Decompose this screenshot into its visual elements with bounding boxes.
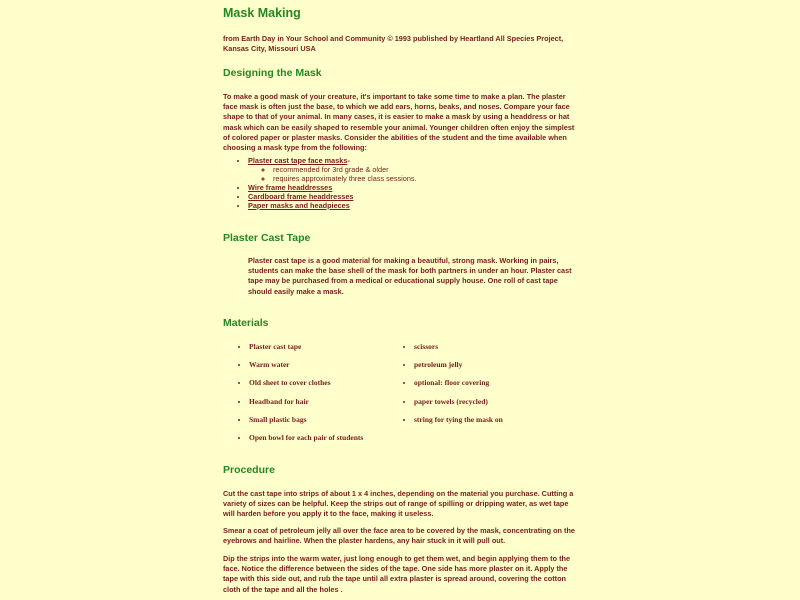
list-item: • Small plastic bags	[249, 415, 409, 433]
link-plaster-cast-tape[interactable]: Plaster cast tape face masks	[248, 156, 348, 165]
list-item	[248, 156, 588, 183]
section-heading-designing: Designing the Mask	[223, 67, 322, 79]
list-item	[248, 192, 588, 201]
list-item: • Warm water	[249, 360, 409, 378]
list-item: • optional: floor covering	[414, 378, 604, 396]
section-heading-plaster: Plaster Cast Tape	[223, 232, 311, 244]
designing-paragraph: To make a good mask of your creature, it's important to take some time to make a plan. The plaster face mask is often just the base, to which we add ears, horns, beaks, and noses. Compare your face shape to that of your animal. In many cases, it is easier to make a mask by using a headdress or hat mask which can be easily shaped to resemble your animal. Younger children often enjoy the simplest of colored paper or plaster masks. Consider the abilities of the student and the time available when choosing a mask type from the following:	[223, 92, 575, 153]
list-item: • Plaster cast tape	[249, 342, 409, 360]
sub-list-item: ◦ requires approximately three class sessions.	[273, 174, 588, 183]
plaster-paragraph: Plaster cast tape is a good material for making a beautiful, strong mask. Working in pairs, students can make the base shell of the mask for both partners in under an hour. Plaster cast tape may be purchased from a medical or educational supply house. One roll of cast tape should easily make a mask.	[248, 256, 572, 296]
sub-list-item: ◦ recommended for 3rd grade & older	[273, 165, 588, 174]
list-item: • string for tying the mask on	[414, 415, 604, 433]
list-item	[248, 183, 588, 192]
procedure-paragraph: Smear a coat of petroleum jelly all over the face area to be covered by the mask, concentrating on the eyebrows and hairline. When the plaster hardens, any hair stuck in it will pull out.	[223, 526, 575, 546]
link-paper-masks[interactable]: Paper masks and headpieces	[248, 201, 350, 210]
list-item: • Open bowl for each pair of students	[249, 433, 409, 451]
link-wire-frame[interactable]: Wire frame headdresses	[248, 183, 333, 192]
list-item: • Old sheet to cover clothes	[249, 378, 409, 396]
list-item: • Headband for hair	[249, 397, 409, 415]
source-citation: from Earth Day in Your School and Community © 1993 published by Heartland All Species Project, Kansas City, Missouri USA	[223, 34, 564, 53]
sub-list	[248, 165, 588, 183]
materials-list-left	[223, 342, 409, 451]
list-item	[248, 201, 588, 210]
list-item: • paper towels (recycled)	[414, 397, 604, 415]
link-suffix: -	[347, 156, 350, 165]
mask-types-list	[223, 156, 588, 210]
page-title: Mask Making	[223, 6, 301, 20]
link-cardboard-frame[interactable]: Cardboard frame headdresses	[248, 192, 354, 201]
procedure-paragraph: Dip the strips into the warm water, just long enough to get them wet, and begin applying them to the face. Notice the difference between the sides of the tape. One side has more plaster on it. Apply the tape with this side out, and rub the tape until all extra plaster is spread around, covering the cotton cloth of the tape and all the holes .	[223, 554, 571, 594]
list-item: • petroleum jelly	[414, 360, 604, 378]
list-item: • scissors	[414, 342, 604, 360]
section-heading-procedure: Procedure	[223, 464, 275, 476]
materials-list-right	[388, 342, 604, 433]
procedure-paragraph: Cut the cast tape into strips of about 1 x 4 inches, depending on the material you purchase. Cutting a variety of sizes can be helpful. Keep the strips out of range of spilling or dripping water, as wet tape will harden before you apply it to the face, making it useless.	[223, 489, 574, 519]
section-heading-materials: Materials	[223, 317, 269, 329]
